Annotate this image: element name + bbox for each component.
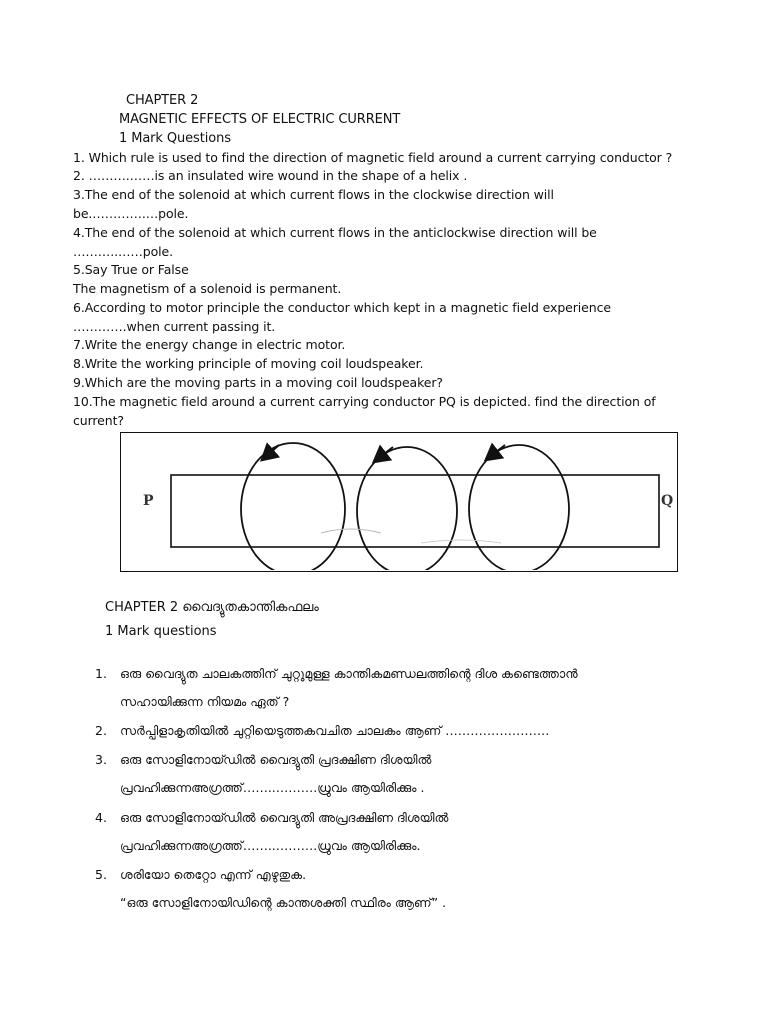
field-loop-3: [469, 445, 569, 570]
ml-item-line: സഹായിക്കുന്ന നിയമം ഏത് ?: [120, 694, 290, 709]
question-line: ………….when current passing it.: [73, 319, 276, 334]
chapter-title: MAGNETIC EFFECTS OF ELECTRIC CURRENT: [119, 112, 401, 127]
question-line: be.………….…pole.: [73, 206, 189, 221]
question-line: 3.The end of the solenoid at which current flows in the clockwise direction will: [73, 187, 554, 202]
chapter-heading: CHAPTER 2: [126, 93, 199, 108]
question-line: 4.The end of the solenoid at which current flows in the anticlockwise direction will be: [73, 225, 597, 240]
ml-item-line: ഒരു സോളിനോയ്ഡിൽ വൈദ്യുതി പ്രദക്ഷിണ ദിശയിൽ: [120, 752, 432, 767]
ml-chapter-heading: CHAPTER 2 വൈദ്യുതകാന്തികഫലം: [105, 600, 319, 615]
section-heading: 1 Mark Questions: [119, 131, 231, 146]
conductor-field-figure: [120, 432, 678, 572]
ml-item-line: സർപ്പിളാകൃതിയിൽ ചുറ്റിയെടുത്തകവചിത ചാലകം ആണ് …………………….: [120, 723, 550, 738]
ml-item-number: 4.: [95, 810, 107, 825]
ml-item-line: ഒരു സോളിനോയ്ഡിൽ വൈദ്യുതി അപ്രദക്ഷിണ ദിശയിൽ: [120, 810, 449, 825]
question-line: 6.According to motor principle the conductor which kept in a magnetic field experience: [73, 300, 611, 315]
question-line: current?: [73, 413, 124, 428]
field-arrow-2: [375, 447, 393, 461]
ml-section-heading: 1 Mark questions: [105, 624, 217, 639]
ml-item-line: പ്രവഹിക്കുന്നഅഗ്രത്ത്……..……….ധ്രുവം ആയിരിക്കും.: [120, 838, 421, 853]
field-diagram-svg: [121, 433, 676, 570]
field-loop-1: [241, 443, 345, 570]
question-line: 5.Say True or False: [73, 262, 189, 277]
ml-item-number: 2.: [95, 723, 107, 738]
question-line: 7.Write the energy change in electric motor.: [73, 337, 346, 352]
label-p: P: [143, 493, 154, 509]
question-line: 9.Which are the moving parts in a moving coil loudspeaker?: [73, 375, 443, 390]
ml-item-line: “ഒരു സോളിനോയിഡിന്റെ കാന്തശക്തി സ്ഥിരം ആണ്” .: [120, 895, 447, 910]
question-line: ………..……pole.: [73, 244, 173, 259]
ml-item-number: 3.: [95, 752, 107, 767]
question-line: The magnetism of a solenoid is permanent.: [73, 281, 342, 296]
question-line: 1. Which rule is used to find the direction of magnetic field around a current carrying conductor ?: [73, 150, 673, 165]
ml-item-number: 5.: [95, 867, 107, 882]
question-line: 2. ……….……is an insulated wire wound in the shape of a helix .: [73, 168, 468, 183]
label-q: Q: [661, 493, 674, 509]
ml-item-number: 1.: [95, 666, 107, 681]
question-line: 8.Write the working principle of moving coil loudspeaker.: [73, 356, 424, 371]
ml-item-line: ശരിയോ തെറ്റോ എന്ന് എഴുതുക.: [120, 867, 307, 882]
ml-item-line: ഒരു വൈദ്യുത ചാലകത്തിന് ചുറ്റുമുള്ള കാന്തികമണ്ഡലത്തിന്റെ ദിശ കണ്ടെത്താൻ: [120, 666, 578, 681]
question-line: 10.The magnetic field around a current carrying conductor PQ is depicted. find the direction of: [73, 394, 656, 409]
field-loop-2: [357, 447, 457, 570]
ml-item-line: പ്രവഹിക്കുന്നഅഗ്രത്ത്……..……….ധ്രുവം ആയിരിക്കും .: [120, 780, 425, 795]
field-arrow-3: [487, 445, 505, 459]
